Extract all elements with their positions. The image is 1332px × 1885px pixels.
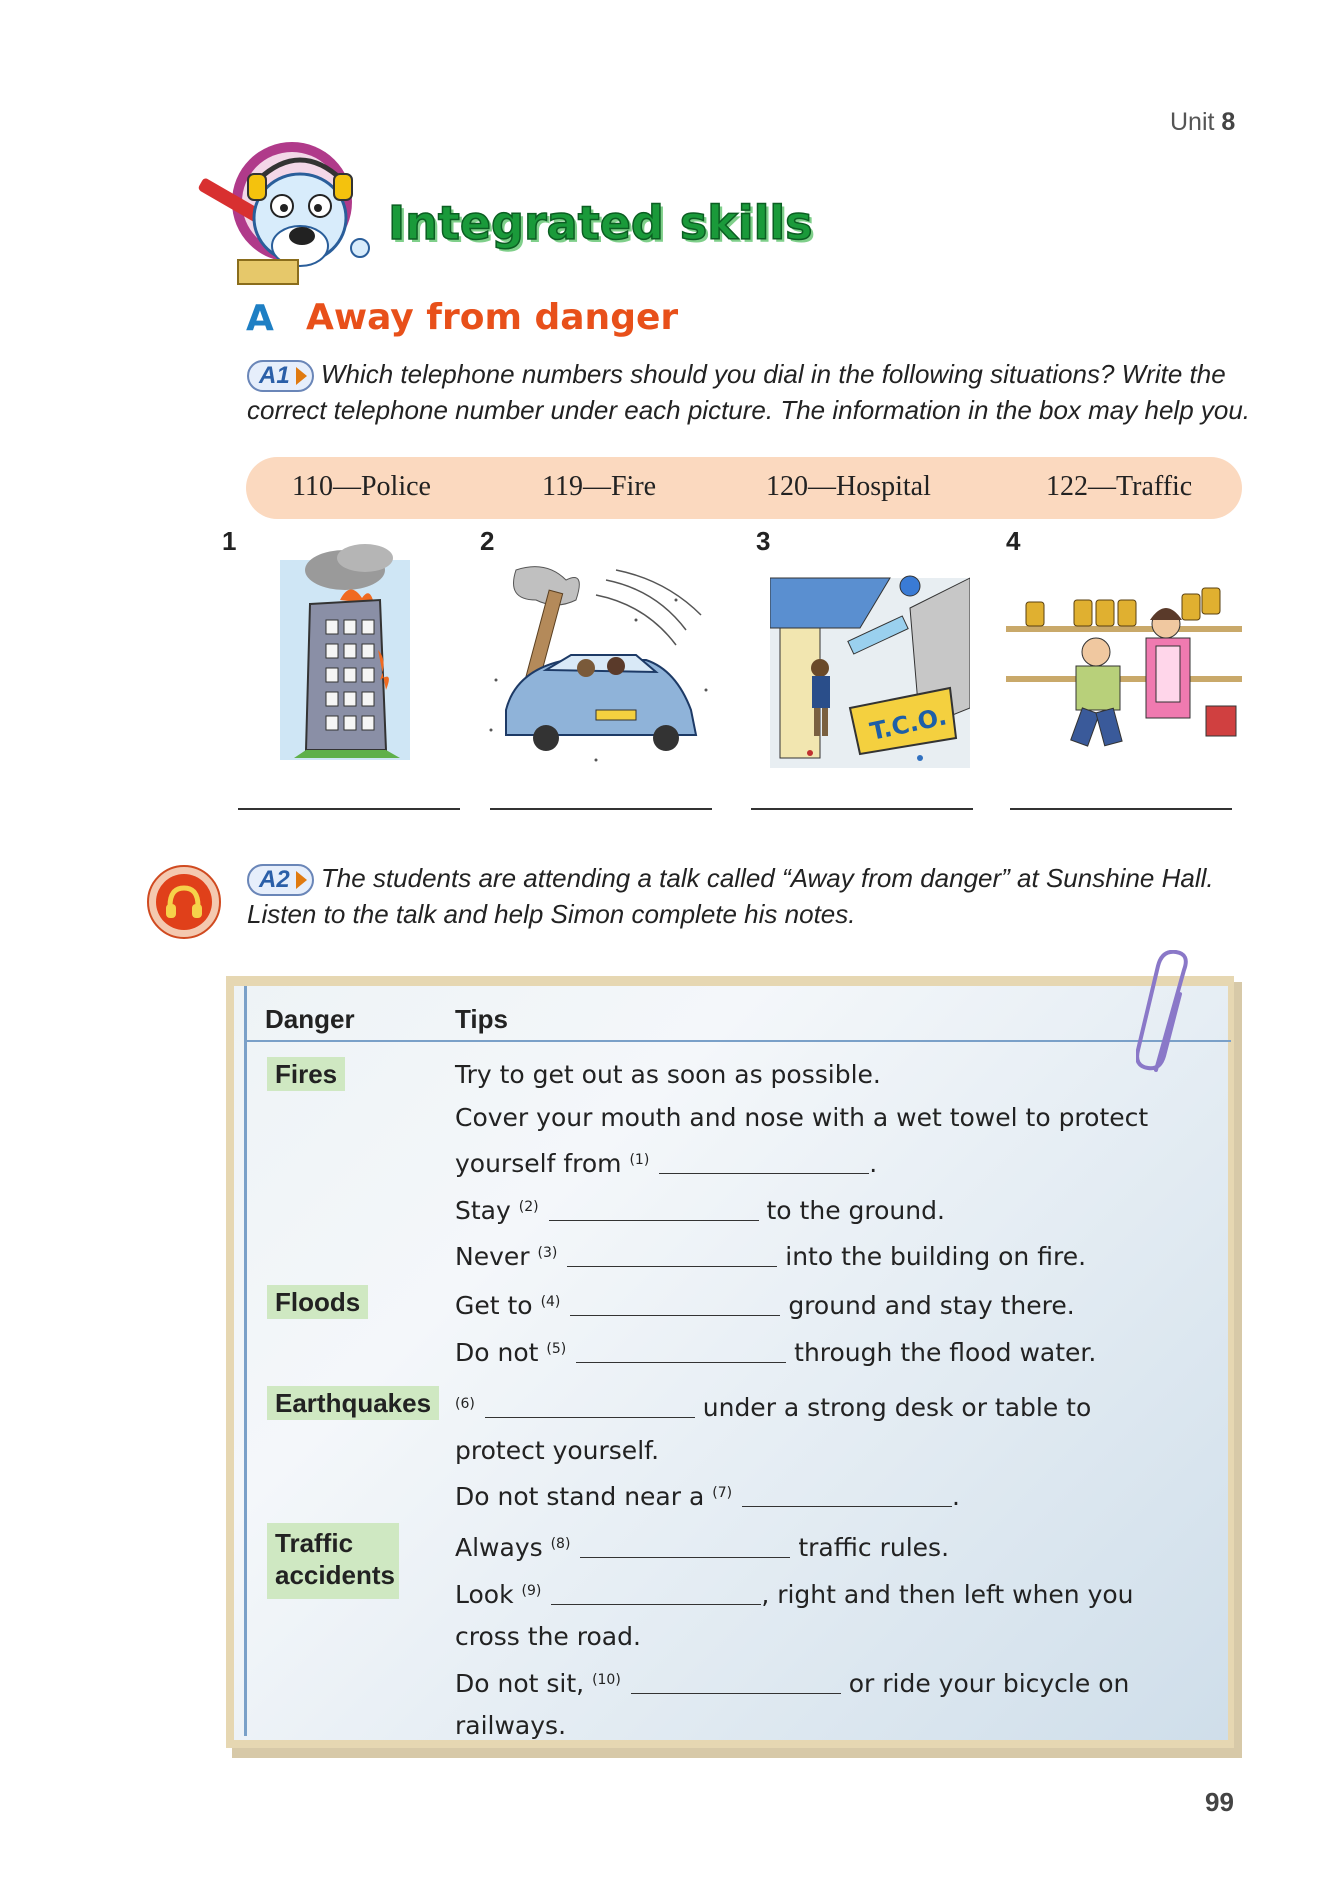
blank-4[interactable] <box>570 1295 780 1316</box>
column-header-danger: Danger <box>265 1004 355 1034</box>
mascot-dog-icon <box>188 140 388 290</box>
danger-label-floods: Floods <box>267 1286 368 1318</box>
blank-2[interactable] <box>549 1200 759 1221</box>
number-hospital: 120—Hospital <box>766 471 931 502</box>
notes-margin-line <box>244 986 247 1736</box>
tips-earthquakes: $^{(6)}$ under a strong desk or table to protect yourself. Do not stand near a $^{(7)}$ . <box>455 1393 1092 1512</box>
svg-text:T.C.O.: T.C.O. <box>867 702 950 746</box>
picture-number: 3 <box>756 526 771 556</box>
answer-line-3[interactable] <box>751 808 973 810</box>
phone-number-box <box>246 457 1242 519</box>
blank-6[interactable] <box>485 1397 695 1418</box>
page-title: Integrated skills <box>388 196 813 250</box>
a2-instruction: A2 The students are attending a talk called “Away from danger” at Sunshine Hall. Listen to the talk and help Simon complete his notes. <box>247 863 1214 929</box>
section-letter: A <box>246 298 274 339</box>
picture-number: 4 <box>1006 526 1021 556</box>
blank-5[interactable] <box>576 1342 786 1363</box>
danger-label-traffic: Traffic accidents <box>267 1523 399 1599</box>
answer-line-1[interactable] <box>238 808 460 810</box>
blank-9[interactable] <box>551 1584 761 1605</box>
blank-7[interactable] <box>742 1486 952 1507</box>
play-icon <box>296 871 307 889</box>
earthquake-street-illustration <box>770 568 970 768</box>
listening-headphone-icon <box>144 862 224 942</box>
blank-10[interactable] <box>631 1673 841 1694</box>
number-police: 110—Police <box>292 471 431 502</box>
car-accident-illustration <box>476 560 716 770</box>
play-icon <box>296 367 307 385</box>
blank-8[interactable] <box>580 1537 790 1558</box>
danger-label-earthquakes: Earthquakes <box>267 1387 439 1419</box>
number-fire: 119—Fire <box>542 471 657 502</box>
tips-floods: Get to $^{(4)}$ ground and stay there. Do not $^{(5)}$ through the flood water. <box>455 1291 1097 1367</box>
danger-label-fires: Fires <box>267 1058 345 1090</box>
section-title: Away from danger <box>306 297 679 338</box>
answer-line-4[interactable] <box>1010 808 1232 810</box>
a1-instruction: A1 Which telephone numbers should you dial in the following situations? Write the correct telephone number under each picture. The information in the box may help you. <box>247 359 1251 425</box>
tips-fires: Try to get out as soon as possible. Cover your mouth and nose with a wet towel to protect yourself from $^{(1)}$ . Stay $^{(2)}$ to the ground. Never $^{(3)}$ into the building on fire. <box>455 1060 1149 1272</box>
blank-1[interactable] <box>659 1153 869 1174</box>
number-traffic: 122—Traffic <box>1046 471 1193 502</box>
burning-building-illustration <box>270 540 420 760</box>
column-header-tips: Tips <box>455 1004 508 1034</box>
page-number: 99 <box>1205 1787 1234 1817</box>
store-robbery-illustration <box>1006 580 1242 750</box>
a1-badge: A1 <box>247 360 314 392</box>
blank-3[interactable] <box>567 1246 777 1267</box>
a2-badge: A2 <box>247 864 314 896</box>
answer-line-2[interactable] <box>490 808 712 810</box>
picture-number: 2 <box>480 526 495 556</box>
unit-label: Unit 8 <box>1170 108 1236 136</box>
tips-traffic-accidents: Always $^{(8)}$ traffic rules. Look $^{(9)}$ , right and then left when you cross the road. Do not sit, $^{(10)}$ or ride your bicycle on railways. <box>455 1533 1134 1741</box>
picture-number: 1 <box>222 526 237 556</box>
notes-header-rule <box>247 1040 1231 1042</box>
